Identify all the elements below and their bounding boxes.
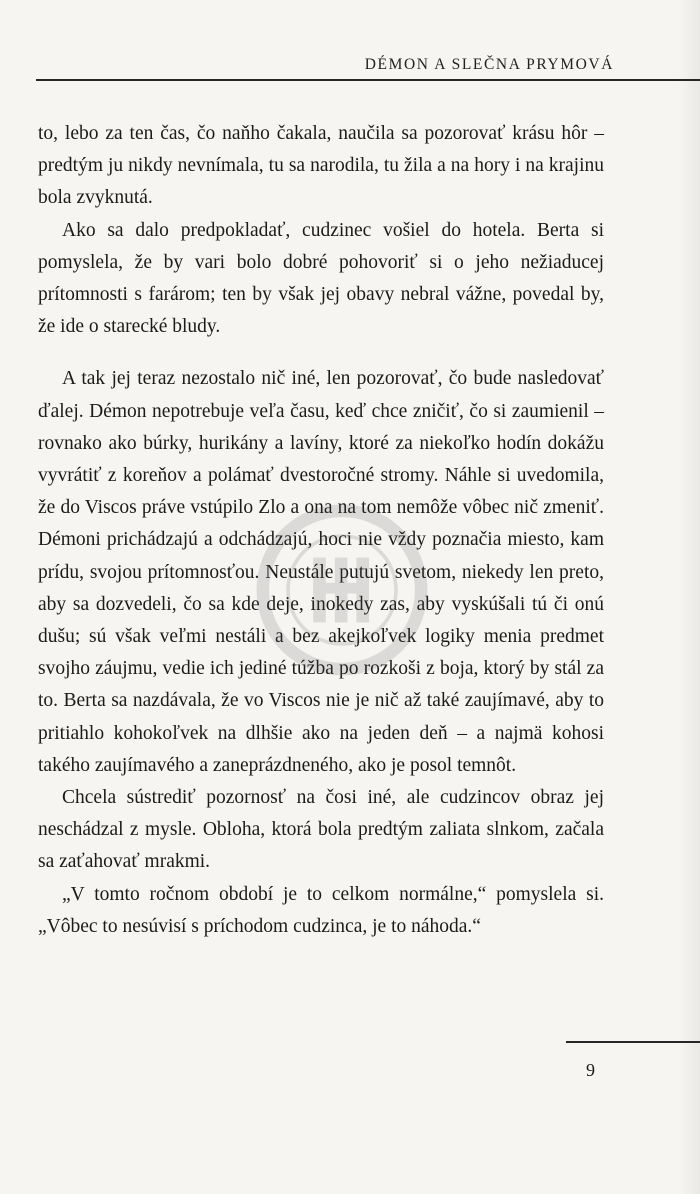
paragraph-2: Ako sa dalo predpokladať, cudzinec vošiel do hotela. Berta si pomyslela, že by vari bolo dobré pohovoriť si o jeho nežiaducej prítomnosti s farárom; ten by však jej obavy nebral vážne, povedal by, že ide o starecké bludy. <box>38 219 604 338</box>
page-edge-shadow <box>678 0 700 1194</box>
footer-rule <box>566 1041 700 1043</box>
paragraph-5: „V tomto ročnom období je to celkom normálne,“ pomyslela si. „Vôbec to nesúvisí s príchodom cudzinca, je to náhoda.“ <box>38 883 604 937</box>
page-number: 9 <box>586 1060 595 1080</box>
running-header-title: DÉMON A SLEČNA PRYMOVÁ <box>364 56 614 73</box>
paragraph-3: A tak jej teraz nezostalo nič iné, len pozorovať, čo bude nasledovať ďalej. Démon nepotrebuje veľa času, keď chce zničiť, čo si zaumienil – rovnako ako búrky, hurikány a lavíny, ktoré za niekoľko hodín dokážu vyvrátiť z koreňov a polámať dvestoročné stromy. Náhle si uvedomila, že do Viscos práve vstúpilo Zlo a ona na tom nemôže vôbec nič zmeniť. Démoni prichádzajú a odchádzajú, hoci nie vždy poznačia miesto, kam prídu, svojou prítomnosťou. Neustále putujú svetom, niekedy len preto, aby sa dozvedeli, čo sa kde deje, inokedy zas, aby vyskúšali tú či onú dušu; sú však veľmi nestáli a bez akejkoľvek logiky menia predmet svojho záujmu, vedie ich jediné túžba po rozkoši z boja, ktorý by stál za to. Berta sa nazdávala, že vo Viscos nie je nič až také zaujímavé, aby to pritiahlo kohokoľvek na dlhšie ako na jeden deň – a najmä kohosi takého zaujímavého a zaneprázdneného, ako je posol temnôt. <box>38 368 604 776</box>
paragraph-4: Chcela sústrediť pozornosť na čosi iné, ale cudzincov obraz jej neschádzal z mysle. Obloha, ktorá bola predtým zaliata slnkom, začala sa zaťahovať mrakmi. <box>38 787 604 873</box>
body-text <box>38 118 604 943</box>
header-rule <box>36 79 700 81</box>
paragraph-1: to, lebo za ten čas, čo naňho čakala, naučila sa pozorovať krásu hôr – predtým ju nikdy nevnímala, tu sa narodila, tu žila a na hory i na krajinu bola zvyknutá. <box>38 123 604 209</box>
